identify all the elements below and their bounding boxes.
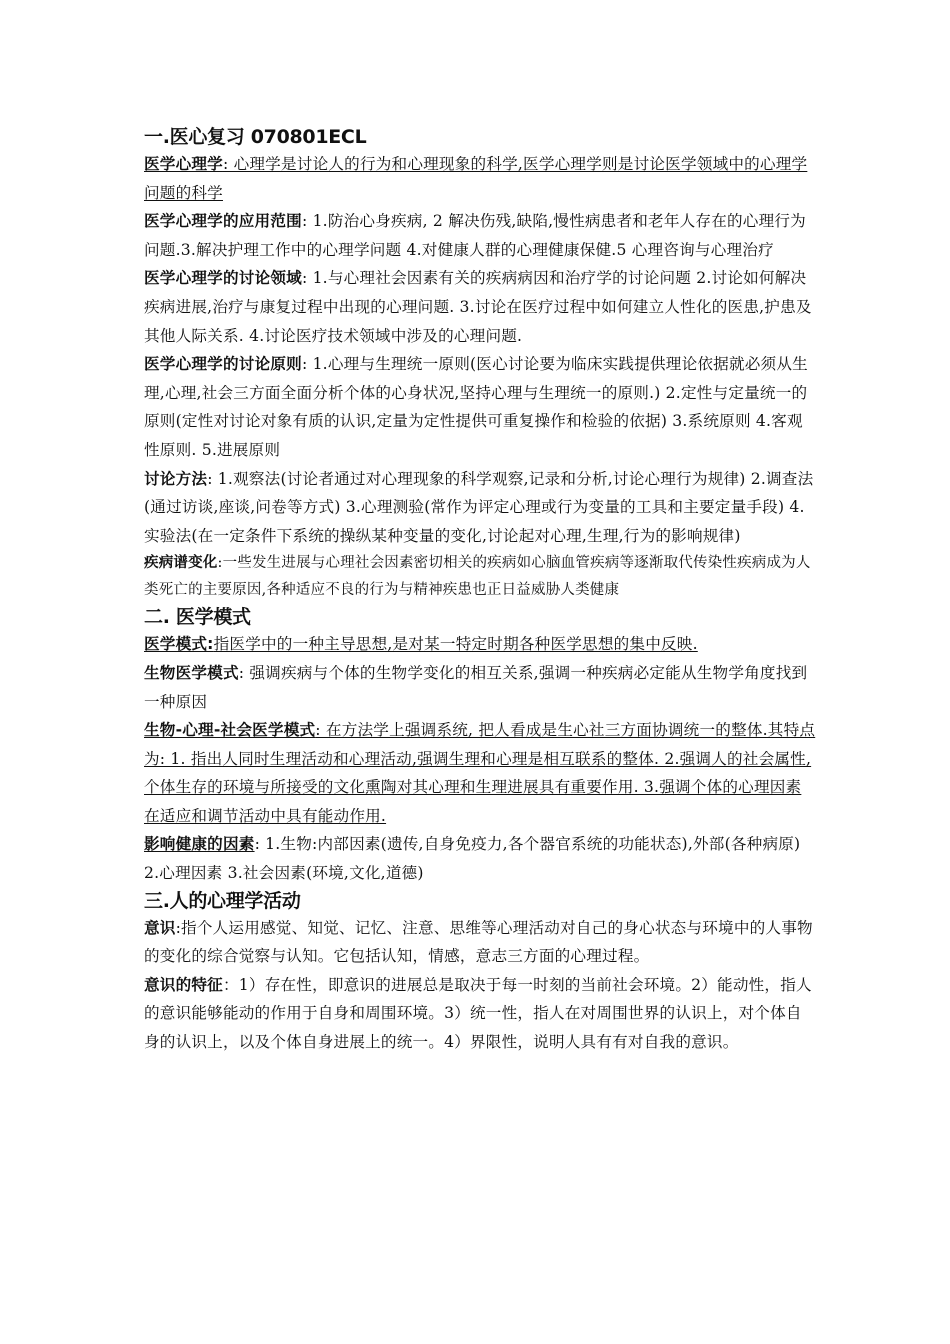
text: :一些发生进展与心理社会因素密切相关的疾病如心脑血管疾病等逐渐取代传染性疾病成为人类死亡的主要原因,各种适应不良的行为与精神疾患也正日益威胁人类健康	[144, 555, 811, 599]
definition-consciousness	[144, 914, 816, 971]
term: 生物医学模式	[144, 663, 239, 682]
term: 影响健康的因素	[144, 835, 255, 854]
term: 医学模式:	[144, 635, 214, 654]
text: : 1.防治心身疾病, 2 解决伤残,缺陷,慢性病患者和老年人存在的心理行为问题.3.解决护理工作中的心理学问题 4.对健康人群的心理健康保健.5 心理咨询与心理治疗	[144, 212, 806, 259]
bio-psycho-social-model	[144, 716, 816, 830]
section-3-heading: 三.人的心理学活动	[144, 889, 301, 912]
text: : 1.心理与生理统一原则(医心讨论要为临床实践提供理论依据就必须从生理,心理,社会三方面全面分析个体的心身状况,坚持心理与生理统一的原则.) 2.定性与定量统一的原则(定性对讨论对象有质的认识,定量为定性提供可重复操作和检验的依据) 3.系统原则 4.客观性原则. 5.进展原则	[144, 355, 808, 459]
application-scope	[144, 207, 816, 264]
term: 疾病谱变化	[144, 555, 218, 572]
term: 生物-心理-社会医学模式	[144, 721, 316, 740]
health-factors	[144, 830, 816, 887]
term: 医学心理学的应用范围	[144, 212, 302, 231]
biomedical-model	[144, 659, 816, 716]
text: : 1.与心理社会因素有关的疾病病因和治疗学的讨论问题 2.讨论如何解决疾病进展,治疗与康复过程中出现的心理问题. 3.讨论在医疗过程中如何建立人性化的医患,护患及其他人际关系. 4.讨论医疗技术领域中涉及的心理问题.	[144, 269, 812, 345]
term: 意识的特征	[144, 975, 223, 994]
research-fields	[144, 264, 816, 350]
text: :指个人运用感觉、知觉、记忆、注意、思维等心理活动对自己的身心状态与环境中的人事物的变化的综合觉察与认知。它包括认知，情感，意志三方面的心理过程。	[144, 918, 813, 966]
research-principles	[144, 350, 816, 464]
term: 医学心理学	[144, 155, 223, 173]
consciousness-features	[144, 971, 816, 1057]
research-methods	[144, 465, 816, 551]
section-1-heading: 一.医心复习 070801ECL	[144, 126, 367, 148]
definition-medical-model	[144, 630, 816, 659]
term: 意识	[144, 918, 176, 937]
term: 医学心理学的讨论领域	[144, 269, 302, 288]
text: : 心理学是讨论人的行为和心理现象的科学,医学心理学则是讨论医学领域中的心理学问题的科学	[144, 155, 808, 202]
term: 医学心理学的讨论原则	[144, 355, 302, 374]
text: : 1.生物:内部因素(遗传,自身免疫力,各个器官系统的功能状态),外部(各种病原) 2.心理因素 3.社会因素(环境,文化,道德)	[144, 835, 801, 883]
text: : 1.观察法(讨论者通过对心理现象的科学观察,记录和分析,讨论心理行为规律) 2.调查法(通过访谈,座谈,问卷等方式) 3.心理测验(常作为评定心理或行为变量的工具和主要定量手段) 4.实验法(在一定条件下系统的操纵某种变量的变化,讨论起对心理,生理,行为的影响规律)	[144, 469, 814, 545]
disease-spectrum-change	[144, 550, 816, 604]
text: 指医学中的一种主导思想,是对某一特定时期各种医学思想的集中反映.	[213, 635, 698, 654]
section-2-heading: 二. 医学模式	[144, 606, 251, 629]
term: 讨论方法	[144, 469, 208, 488]
document-page	[144, 124, 816, 1057]
text: : 强调疾病与个体的生物学变化的相互关系,强调一种疾病必定能从生物学角度找到一种原因	[144, 663, 808, 711]
text: ：1）存在性，即意识的进展总是取决于每一时刻的当前社会环境。2）能动性，指人的意识能够能动的作用于自身和周围环境。3）统一性，指人在对周围世界的认识上，对个体自身的认识上，以及个体自身进展上的统一。4）界限性，说明人具有有对自我的意识。	[144, 975, 812, 1052]
definition-medical-psychology	[144, 150, 816, 207]
text: : 在方法学上强调系统, 把人看成是生心社三方面协调统一的整体.其特点为: 1. 指出人同时生理活动和心理活动,强调生理和心理是相互联系的整体. 2.强调人的社会属性,个体生存的环境与所接受的文化熏陶对其心理和生理进展具有重要作用. 3.强调个体的心理因素在适应和调节活动中具有能动作用.	[144, 721, 816, 825]
